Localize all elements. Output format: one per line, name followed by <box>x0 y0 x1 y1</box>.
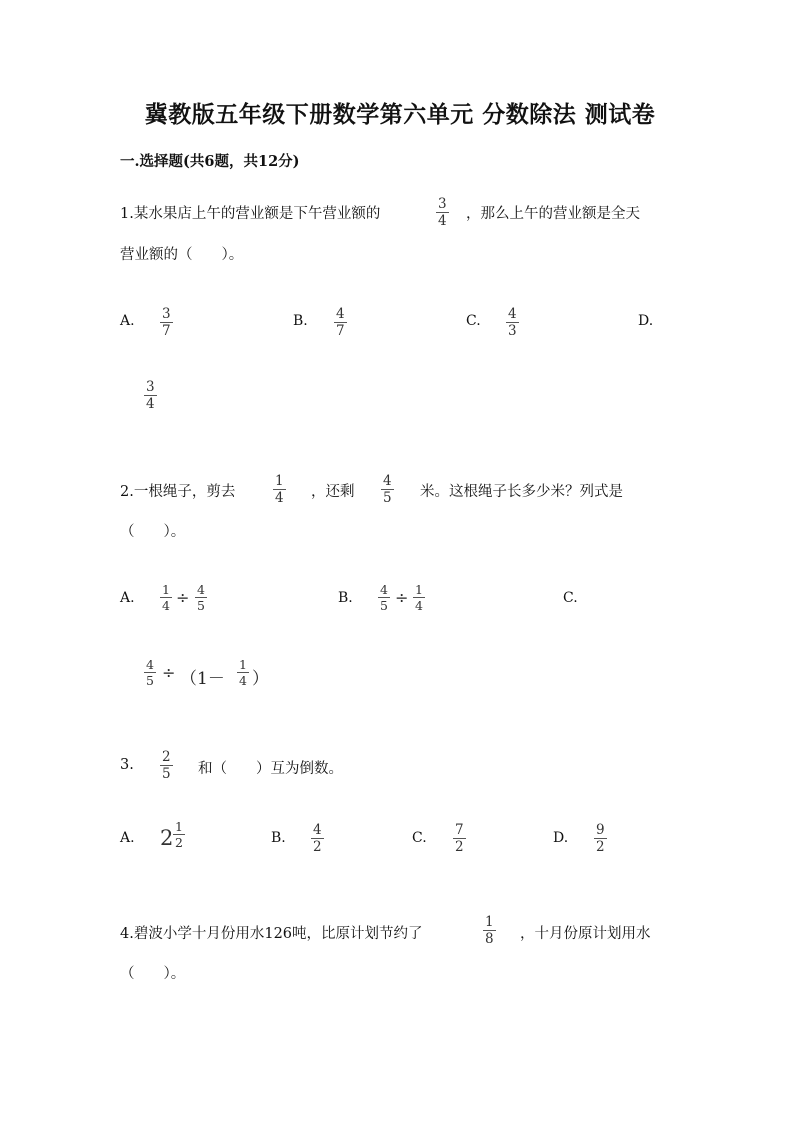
divide-sign: ÷ <box>176 588 190 607</box>
numerator: 9 <box>596 822 605 838</box>
question-number: 2. <box>120 484 134 500</box>
numerator: 4 <box>146 657 154 672</box>
question-1-line-1 <box>120 202 380 223</box>
numerator: 4 <box>380 582 388 597</box>
option-b-label[interactable]: B. <box>338 590 353 606</box>
question-2-line-1 <box>120 480 235 501</box>
numerator: 4 <box>197 582 205 597</box>
denominator: 2 <box>175 835 183 850</box>
option-c-fraction[interactable] <box>506 307 519 338</box>
denominator: 7 <box>336 323 345 339</box>
numerator: 4 <box>313 822 322 838</box>
numerator: 4 <box>508 306 517 322</box>
question-2-text-middle: ，还剩 <box>311 484 355 500</box>
denominator: 4 <box>438 213 447 229</box>
paren-open: （1－ <box>180 669 225 689</box>
divide-sign: ÷ <box>395 588 409 607</box>
question-3-text-after: 和（ ）互为倒数。 <box>198 761 343 777</box>
denominator: 5 <box>146 673 154 688</box>
question-text: 某水果店上午的营业额是下午营业额的 <box>133 206 381 222</box>
option-a-right-fraction[interactable] <box>195 583 207 612</box>
denominator: 4 <box>162 598 170 613</box>
option-a-label[interactable]: A. <box>120 590 135 606</box>
question-text: 一根绳子，剪去 <box>133 484 236 500</box>
page-title: 冀教版五年级下册数学第六单元 分数除法 测试卷 <box>144 101 656 128</box>
numerator: 1 <box>175 819 183 834</box>
denominator: 5 <box>380 598 388 613</box>
option-b-right-fraction[interactable] <box>413 583 425 612</box>
section-heading: 一.选择题(共6题，共12分) <box>120 153 300 170</box>
option-a-label[interactable]: A. <box>120 830 135 846</box>
question-1-line-2: 营业额的（ ）。 <box>120 247 244 263</box>
option-a-fraction[interactable] <box>173 820 185 849</box>
denominator: 4 <box>415 598 423 613</box>
denominator: 5 <box>383 490 392 506</box>
denominator: 4 <box>239 673 247 688</box>
option-a-label[interactable]: A. <box>120 313 135 329</box>
denominator: 3 <box>508 323 517 339</box>
numerator: 7 <box>455 822 464 838</box>
option-d-label[interactable]: D. <box>638 313 654 329</box>
option-a-whole-number[interactable]: 2 <box>160 826 174 850</box>
numerator: 4 <box>383 473 392 489</box>
question-4-fraction <box>483 915 496 946</box>
question-2-fraction-2 <box>381 474 394 505</box>
numerator: 3 <box>438 196 447 212</box>
denominator: 5 <box>197 598 205 613</box>
divide-sign: ÷ <box>162 663 176 682</box>
question-2-text-after: 米。这根绳子长多少米？列式是 <box>420 484 623 500</box>
question-2-line-2: （ ）。 <box>120 524 186 540</box>
question-2-fraction-1 <box>273 474 286 505</box>
question-number: 1. <box>120 206 134 222</box>
option-d-fraction[interactable] <box>144 380 157 411</box>
denominator: 5 <box>162 766 171 782</box>
option-a-left-fraction[interactable] <box>160 583 172 612</box>
numerator: 1 <box>239 657 247 672</box>
denominator: 4 <box>146 396 155 412</box>
option-c-right-fraction[interactable] <box>237 658 249 687</box>
question-1-fraction <box>436 197 449 228</box>
denominator: 2 <box>455 839 464 855</box>
option-b-label[interactable]: B. <box>271 830 286 846</box>
numerator: 1 <box>162 582 170 597</box>
question-3-number: 3. <box>120 757 134 773</box>
numerator: 4 <box>336 306 345 322</box>
denominator: 7 <box>162 323 171 339</box>
option-c-fraction[interactable] <box>453 823 466 854</box>
option-a-fraction[interactable] <box>160 307 173 338</box>
numerator: 3 <box>146 379 155 395</box>
denominator: 2 <box>313 839 322 855</box>
question-3-fraction <box>160 750 173 781</box>
question-number: 4. <box>120 926 134 942</box>
option-c-left-fraction[interactable] <box>144 658 156 687</box>
denominator: 2 <box>596 839 605 855</box>
question-4-text-after: ，十月份原计划用水 <box>520 926 651 942</box>
question-text: 碧波小学十月份用水126吨，比原计划节约了 <box>133 926 423 942</box>
question-1-text-after: ，那么上午的营业额是全天 <box>466 206 640 222</box>
option-c-label[interactable]: C. <box>466 313 481 329</box>
question-4-line-2: （ ）。 <box>120 966 186 982</box>
numerator: 1 <box>485 914 494 930</box>
numerator: 3 <box>162 306 171 322</box>
denominator: 8 <box>485 931 494 947</box>
paren-close: ） <box>252 669 269 689</box>
question-4-line-1 <box>120 922 423 943</box>
option-b-fraction[interactable] <box>334 307 347 338</box>
option-c-label[interactable]: C. <box>563 590 578 606</box>
option-b-label[interactable]: B. <box>293 313 308 329</box>
numerator: 1 <box>415 582 423 597</box>
numerator: 2 <box>162 749 171 765</box>
option-d-label[interactable]: D. <box>553 830 569 846</box>
denominator: 4 <box>275 490 284 506</box>
option-c-label[interactable]: C. <box>412 830 427 846</box>
numerator: 1 <box>275 473 284 489</box>
option-d-fraction[interactable] <box>594 823 607 854</box>
option-b-left-fraction[interactable] <box>378 583 390 612</box>
option-b-fraction[interactable] <box>311 823 324 854</box>
